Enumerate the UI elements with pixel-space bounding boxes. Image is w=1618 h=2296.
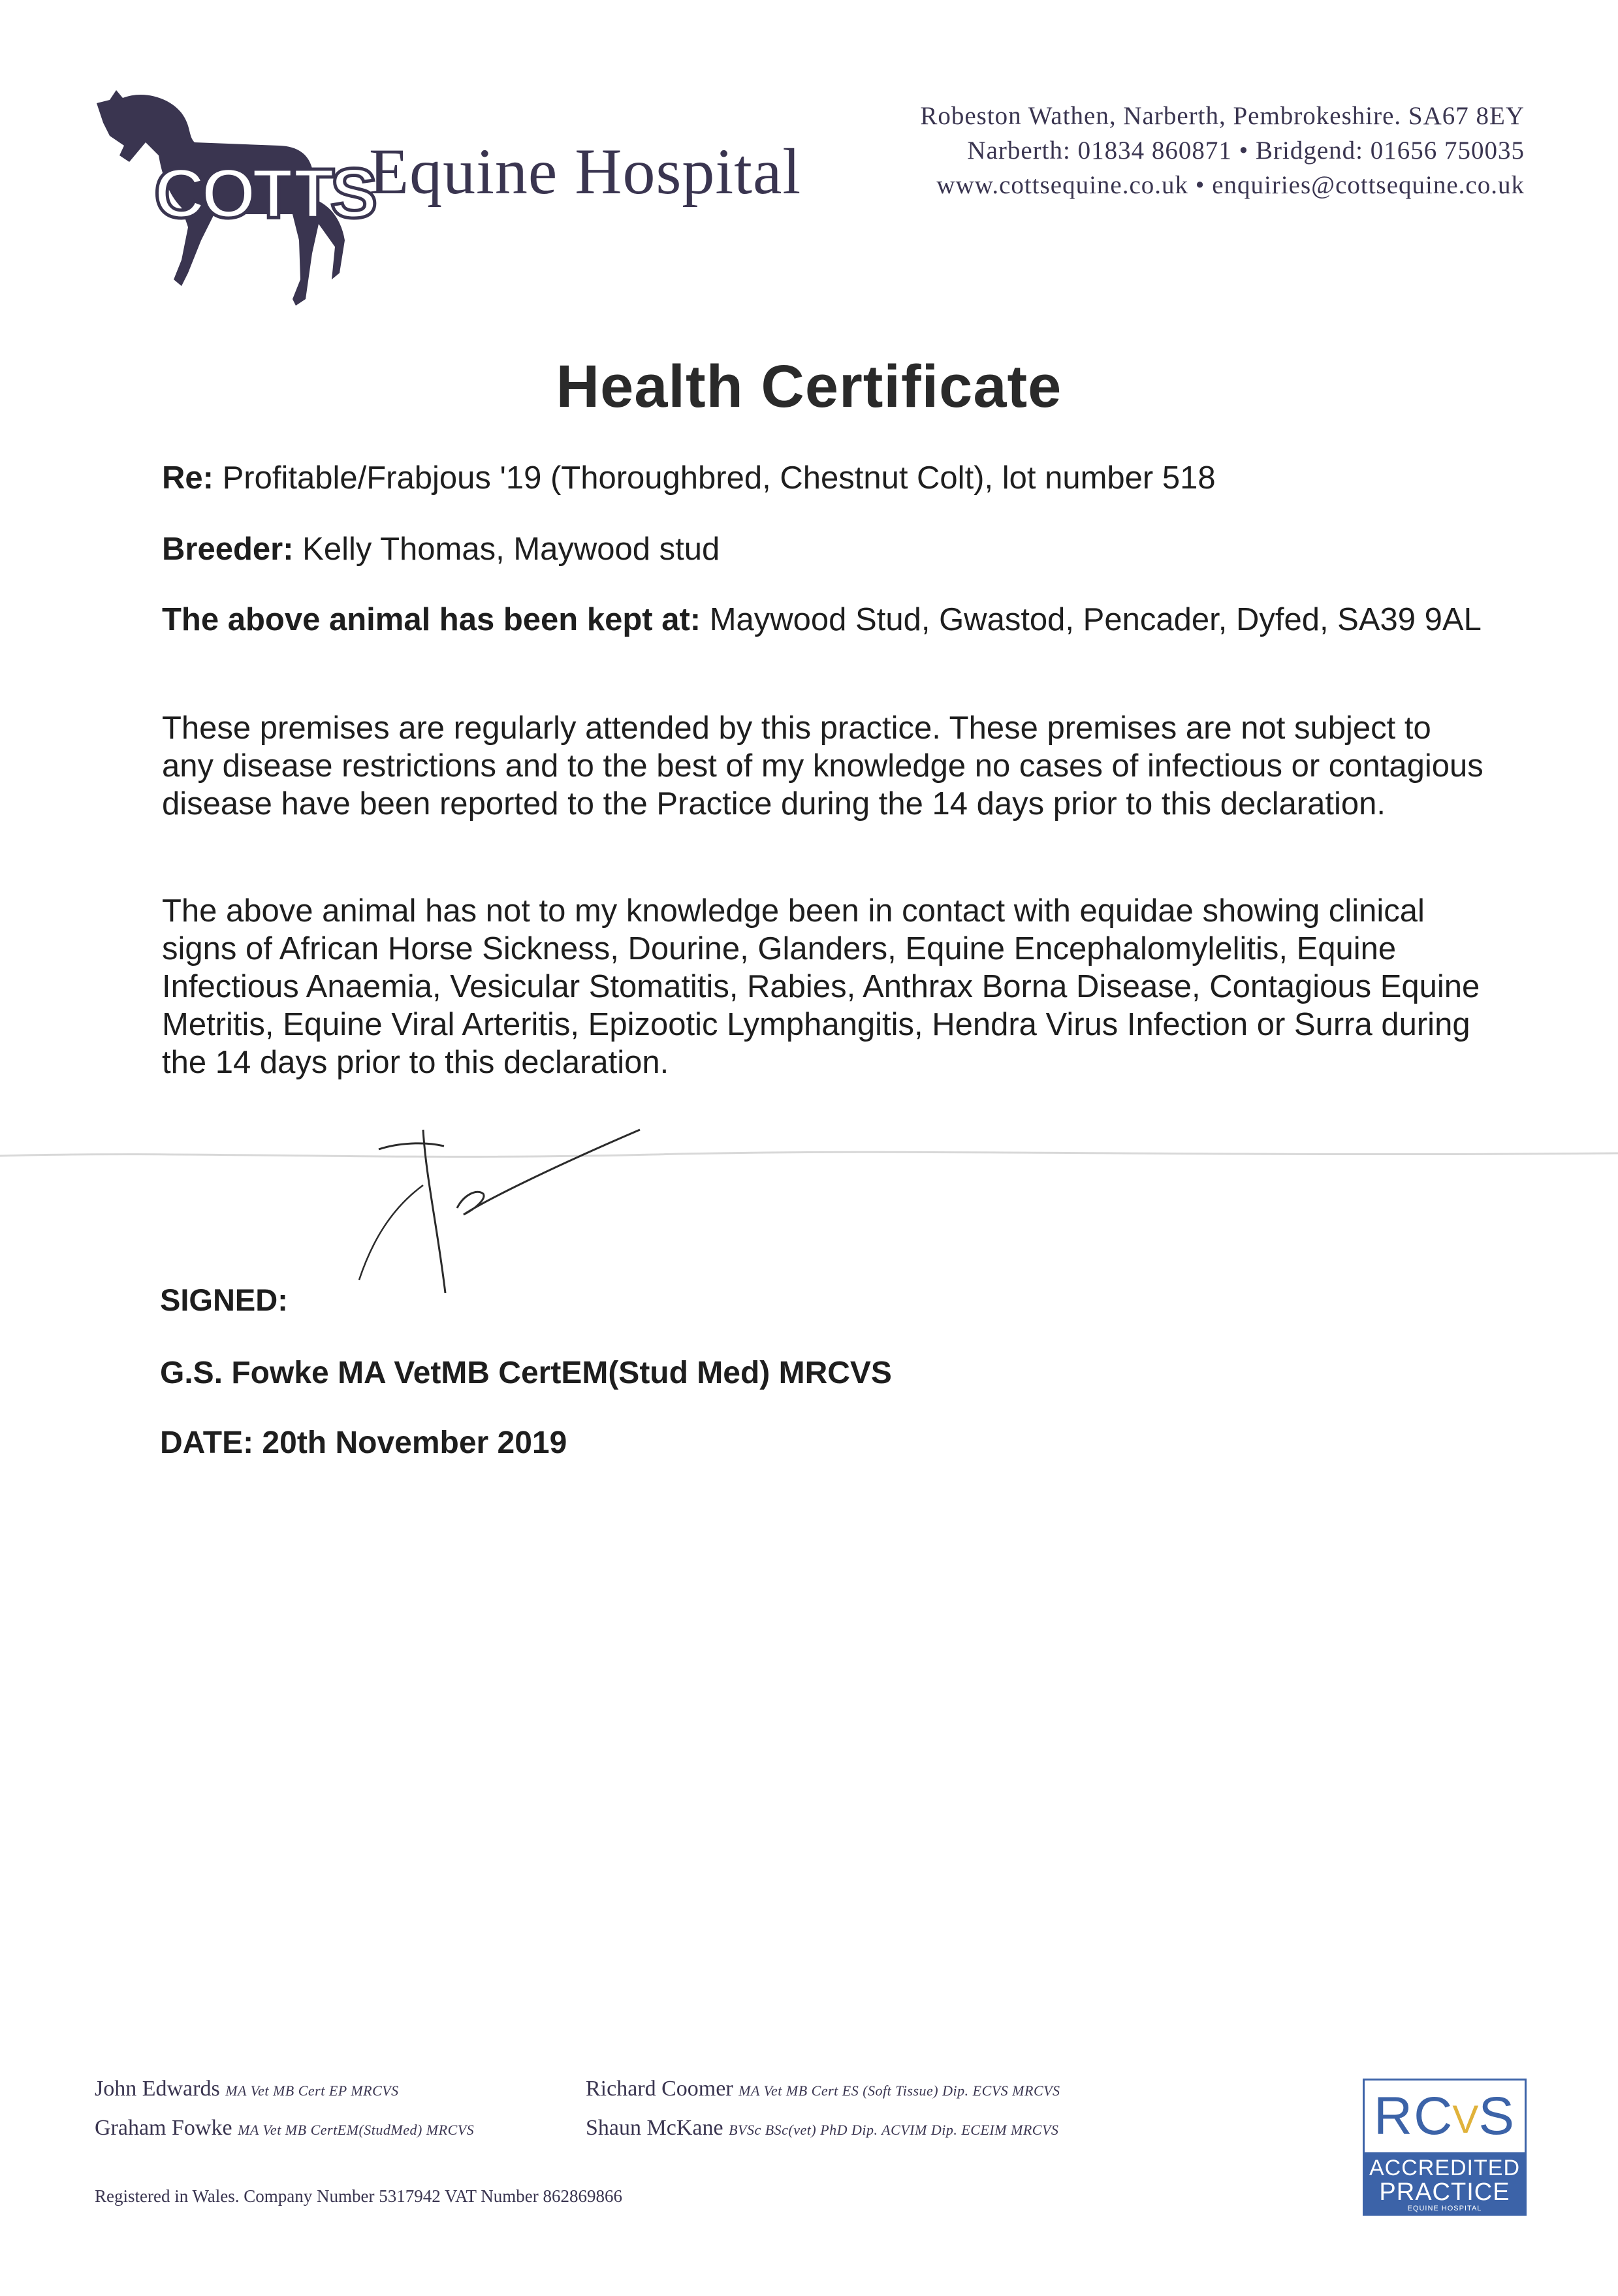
- kept-at-value: Maywood Stud, Gwastod, Pencader, Dyfed, SA39 9AL: [709, 602, 1482, 637]
- staff-entry: [586, 2116, 1058, 2141]
- rcvs-equine-hospital-text: EQUINE HOSPITAL: [1407, 2205, 1482, 2212]
- staff-entry: [95, 2116, 474, 2141]
- re-line: [162, 459, 1487, 497]
- staff-entry: [95, 2077, 399, 2101]
- rcvs-letter-s: S: [1478, 2086, 1516, 2146]
- certificate-date: DATE: 20th November 2019: [160, 1426, 567, 1460]
- breeder-value: Kelly Thomas, Maywood stud: [302, 532, 720, 567]
- staff-name: Graham Fowke: [95, 2116, 232, 2140]
- kept-at-line: [162, 601, 1487, 639]
- contact-phones: Narberth: 01834 860871 • Bridgend: 01656 750035: [967, 136, 1525, 165]
- rcvs-wordmark: [1365, 2081, 1525, 2152]
- handwritten-signature: [353, 1123, 659, 1319]
- scan-fold-line: [0, 1136, 1618, 1175]
- contact-address: Robeston Wathen, Narberth, Pembrokeshire. SA67 8EY: [920, 102, 1525, 130]
- rcvs-tick-v: V: [1452, 2097, 1480, 2141]
- staff-name: John Edwards: [95, 2077, 220, 2101]
- rcvs-letters-rc: RC: [1373, 2086, 1454, 2146]
- rcvs-accredited-panel: [1365, 2152, 1525, 2216]
- rcvs-accredited-text: ACCREDITED: [1369, 2156, 1521, 2180]
- company-registration: Registered in Wales. Company Number 5317942 VAT Number 862869866: [95, 2186, 623, 2206]
- vet-name: G.S. Fowke MA VetMB CertEM(Stud Med) MRCVS: [160, 1356, 892, 1390]
- re-label: Re:: [162, 460, 214, 496]
- hospital-name: Equine Hospital: [369, 135, 802, 208]
- re-value: Profitable/Frabjous '19 (Thoroughbred, Chestnut Colt), lot number 518: [222, 460, 1216, 496]
- cotts-horse-logo: [84, 84, 373, 312]
- logo-lettering: COTTS: [154, 153, 373, 232]
- rcvs-practice-text: PRACTICE: [1379, 2178, 1510, 2206]
- staff-name: Richard Coomer: [586, 2077, 733, 2101]
- kept-at-label: The above animal has been kept at:: [162, 602, 701, 637]
- staff-qualifications: MA Vet MB CertEM(StudMed) MRCVS: [238, 2122, 475, 2138]
- rcvs-accreditation-badge: [1363, 2079, 1527, 2216]
- staff-qualifications: BVSc BSc(vet) PhD Dip. ACVIM Dip. ECEIM MRCVS: [729, 2122, 1059, 2138]
- breeder-label: Breeder:: [162, 532, 294, 567]
- staff-name: Shaun McKane: [586, 2116, 723, 2140]
- premises-paragraph: These premises are regularly attended by this practice. These premises are not subject to any disease restrictions and to the best of my knowledge no cases of infectious or contagious disease have been reported to the Practice during the 14 days prior to this declaration.: [162, 710, 1483, 821]
- breeder-line: [162, 530, 1487, 568]
- signed-label: SIGNED:: [160, 1283, 288, 1317]
- staff-entry: [586, 2077, 1060, 2101]
- staff-qualifications: MA Vet MB Cert ES (Soft Tissue) Dip. ECVS MRCVS: [738, 2082, 1060, 2099]
- disease-contact-paragraph: The above animal has not to my knowledge been in contact with equidae showing clinical signs of African Horse Sickness, Dourine, Glanders, Equine Encephalomylelitis, Equine Infectious Anaemia, Vesicular Stomatitis, Rabies, Anthrax Borna Disease, Contagious Equine Metritis, Equine Viral Arteritis, Epizootic Lymphangitis, Hendra Virus Infection or Surra during the 14 days prior to this declaration.: [162, 893, 1480, 1080]
- staff-qualifications: MA Vet MB Cert EP MRCVS: [225, 2082, 399, 2099]
- document-title: Health Certificate: [556, 353, 1062, 420]
- contact-web-email: www.cottsequine.co.uk • enquiries@cottsequine.co.uk: [936, 171, 1525, 199]
